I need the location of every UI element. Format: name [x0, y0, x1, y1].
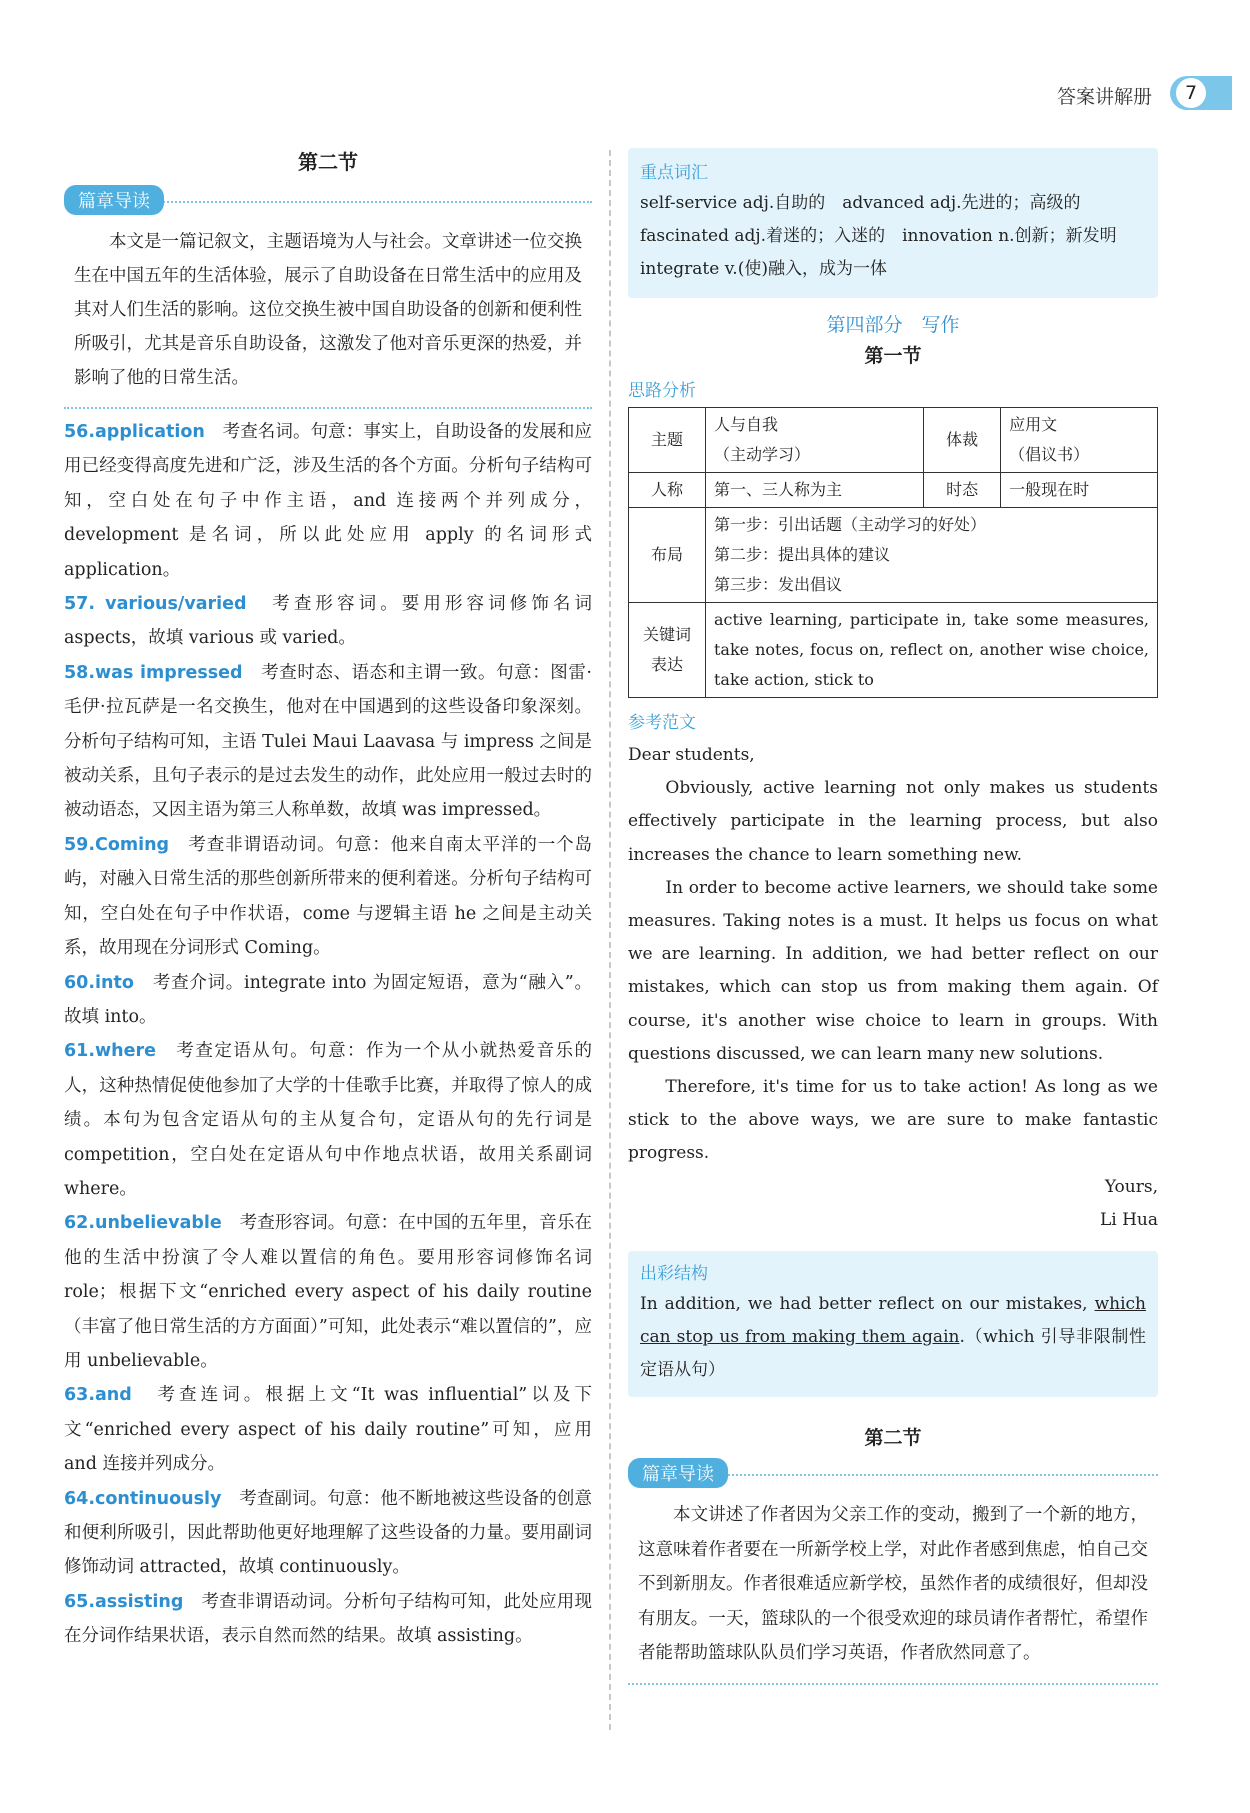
guide-text: 本文是一篇记叙文，主题语境为人与社会。文章讲述一位交换生在中国五年的生活体验，展示了自助设备在日常生活中的应用及其对人们生活的影响。这位交换生被中国自助设备的创新和便利性所吸引，尤其是音乐自助设备，这激发了他对音乐更深的热爱，并影响了他的日常生活。 — [64, 201, 592, 409]
structure-label: 出彩结构 — [640, 1264, 708, 1285]
left-column — [64, 140, 592, 1654]
answer-number: 56.application — [64, 422, 205, 442]
layout-step: 第二步：提出具体的建议 — [714, 545, 891, 564]
page-header — [990, 74, 1250, 114]
right-column — [628, 148, 1158, 1685]
answer-number: 64.continuously — [64, 1488, 222, 1509]
topic-header: 主题 — [629, 408, 706, 473]
sample-letter — [628, 739, 1158, 1237]
structure-part: In addition, we had better reflect on our mistakes, — [640, 1294, 1095, 1315]
genre-value — [1001, 408, 1158, 473]
chapter-guide — [628, 1458, 1158, 1685]
structure-underlined: which can stop us from making them again — [640, 1294, 1146, 1348]
key-vocabulary-box — [628, 148, 1158, 298]
answer-explanation: 考查非谓语动词。句意：他来自南太平洋的一个岛屿，对融入日常生活的那些创新所带来的便利着迷。分析句子结构可知，空白处在句子中作状语，come 与逻辑主语 he 之间是主动关系，故用现在分词形式 Coming。 — [64, 834, 593, 959]
topic-line: 人与自我 — [714, 415, 779, 434]
answer-number: 61.where — [64, 1041, 156, 1062]
guide-text: 本文讲述了作者因为父亲工作的变动，搬到了一个新的地方，这意味着作者要在一所新学校上学，对此作者感到焦虑，怕自己交不到新朋友。作者很难适应新学校，虽然作者的成绩很好，但却没有朋友。一天，篮球队的一个很受欢迎的球员请作者帮忙，希望作者能帮助篮球队队员们学习英语，作者欣然同意了。 — [628, 1474, 1158, 1685]
writing-outline-table — [628, 407, 1158, 698]
answer-number: 65.assisting — [64, 1591, 184, 1612]
answer-number: 60.into — [64, 972, 134, 993]
answer-list — [64, 415, 592, 1654]
highlight-structure-box — [628, 1251, 1158, 1397]
keywords-value: active learning, participate in, take some measures, take notes, focus on, reflect on, another wise choice, take action, stick to — [706, 603, 1158, 698]
answer-number: 59.Coming — [64, 834, 170, 855]
layout-header: 布局 — [629, 508, 706, 603]
vocabulary-line: integrate v.(使)融入，成为一体 — [640, 259, 887, 279]
letter-signature: Li Hua — [1099, 1209, 1158, 1230]
answer-explanation: 考查形容词。要用形容词修饰名词 aspects，故填 various 或 varied。 — [64, 594, 592, 649]
answer-number: 63.and — [64, 1385, 132, 1406]
answer-item — [64, 1034, 592, 1206]
topic-value — [706, 408, 924, 473]
answer-explanation: 考查副词。句意：他不断地被这些设备的创意和便利所吸引，因此帮助他更好地理解了这些设备的力量。要用副词修饰动词 attracted，故填 continuously。 — [64, 1488, 593, 1578]
answer-explanation: 考查定语从句。句意：作为一个从小就热爱音乐的人，这种热情促使他参加了大学的十佳歌手比赛，并取得了惊人的成绩。本句为包含定语从句的主从复合句，定语从句的先行词是 competition，空白处在定语从句中作地点状语，故用关系副词 where。 — [64, 1041, 593, 1199]
answer-explanation: 考查名词。句意：事实上，自助设备的发展和应用已经变得高度先进和广泛，涉及生活的各个方面。分析句子结构可知，空白处在句子中作主语，and 连接两个并列成分，development 是名词，所以此处应用 apply 的名词形式 application。 — [64, 422, 593, 580]
layout-step: 第一步：引出话题（主动学习的好处） — [714, 515, 987, 534]
layout-steps — [706, 508, 1158, 603]
sample-label: 参考范文 — [628, 713, 696, 733]
letter-closing: Yours, — [1104, 1176, 1158, 1197]
answer-item — [64, 587, 592, 656]
person-value: 第一、三人称为主 — [706, 473, 924, 508]
header-title: 答案讲解册 — [1056, 86, 1152, 108]
keywords-header: 关键词表达 — [629, 603, 706, 698]
answer-explanation: 考查连词。根据上文“It was influential”以及下文“enriched every aspect of his daily routine”可知，应用 and 连接并列成分。 — [64, 1385, 592, 1475]
answer-item — [64, 828, 592, 966]
answer-item — [64, 1482, 592, 1585]
letter-paragraph: Obviously, active learning not only makes us students effectively participate in the learning process, but also increases the chance to learn something new. — [628, 778, 1158, 865]
letter-paragraph: In order to become active learners, we should take some measures. Taking notes is a must. It helps us focus on what we are learning. In addition, we had better reflect on our mistakes, which can stop us from making them again. Of course, it's another wise choice to learn in groups. With questions discussed, we can learn many new solutions. — [628, 877, 1158, 1064]
answer-item — [64, 656, 592, 828]
section-title: 第二节 — [298, 150, 358, 174]
person-header: 人称 — [629, 473, 706, 508]
page-number: 7 — [1176, 78, 1206, 108]
structure-text — [640, 1288, 1146, 1387]
answer-explanation: 考查非谓语动词。分析句子结构可知，此处应用现在分词作结果状语，表示自然而然的结果。故填 assisting。 — [64, 1591, 593, 1647]
section-title: 第二节 — [864, 1427, 922, 1450]
genre-header: 体裁 — [924, 408, 1001, 473]
chapter-guide — [64, 185, 592, 409]
answer-explanation: 考查形容词。句意：在中国的五年里，音乐在他的生活中扮演了令人难以置信的角色。要用形容词修饰名词 role；根据下文“enriched every aspect of his daily routine（丰富了他日常生活的方方面面）”可知，此处表示“难以置信的”，应用 unbelievable。 — [64, 1213, 593, 1371]
letter-greeting: Dear students, — [628, 745, 755, 765]
genre-line: （倡议书） — [1009, 445, 1090, 464]
vocabulary-label: 重点词汇 — [640, 163, 708, 183]
answer-item — [64, 1378, 592, 1481]
answer-explanation: 考查介词。integrate into 为固定短语，意为“融入”。故填 into。 — [64, 972, 592, 1027]
layout-step: 第三步：发出倡议 — [714, 575, 843, 594]
topic-line: （主动学习） — [714, 445, 811, 464]
answer-item — [64, 966, 592, 1035]
vocabulary-line: fascinated adj.着迷的；入迷的 innovation n.创新；新发明 — [640, 226, 1117, 246]
answer-item — [64, 1585, 592, 1654]
answer-item — [64, 415, 592, 587]
guide-label: 篇章导读 — [628, 1458, 728, 1488]
tense-value: 一般现在时 — [1001, 473, 1158, 508]
part-title: 第四部分 写作 — [826, 314, 960, 336]
answer-number: 62.unbelievable — [64, 1213, 222, 1234]
vocabulary-line: self-service adj.自助的 advanced adj.先进的；高级的 — [640, 193, 1081, 213]
section-title: 第一节 — [864, 345, 922, 367]
answer-number: 58.was impressed — [64, 662, 243, 683]
answer-explanation: 考查时态、语态和主谓一致。句意：图雷·毛伊·拉瓦萨是一名交换生，他对在中国遇到的这些设备印象深刻。分析句子结构可知，主语 Tulei Maui Laavasa 与 impress 之间是被动关系，且句子表示的是过去发生的动作，此处应用一般过去时的被动语态，又因主语为第三人称单数，故填 was impressed。 — [64, 662, 592, 821]
tense-header: 时态 — [924, 473, 1001, 508]
analysis-label: 思路分析 — [628, 381, 696, 401]
column-divider — [609, 150, 611, 1730]
answer-number: 57. various/varied — [64, 594, 247, 615]
structure-note: .（which 引导非限制性定语从句） — [640, 1327, 1146, 1381]
answer-item — [64, 1206, 592, 1378]
letter-paragraph: Therefore, it's time for us to take action! As long as we stick to the above ways, we are sure to make fantastic progress. — [628, 1077, 1158, 1164]
guide-label: 篇章导读 — [64, 185, 164, 215]
genre-line: 应用文 — [1009, 415, 1058, 434]
